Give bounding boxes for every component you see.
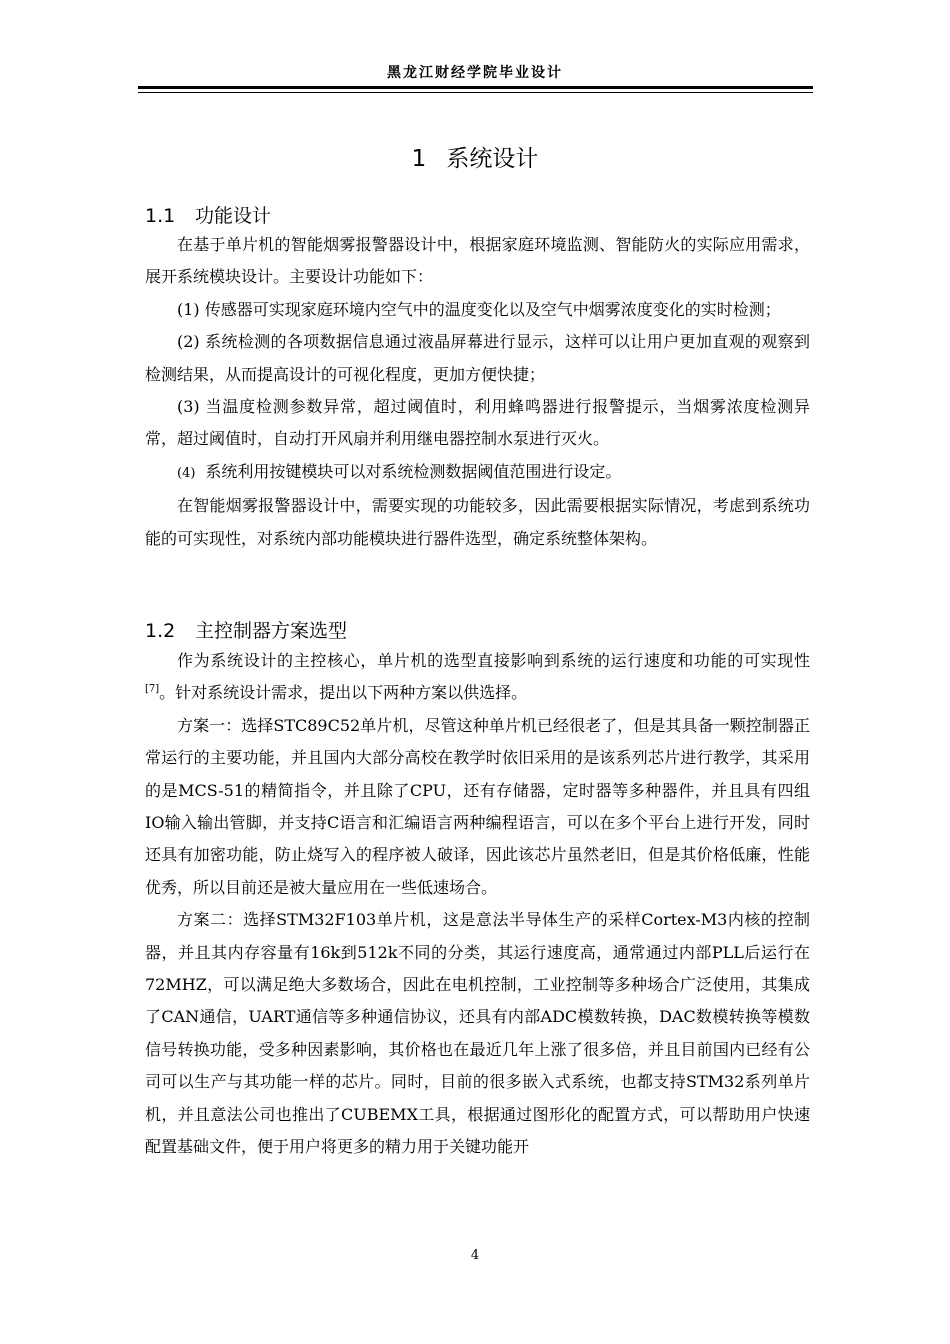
section-1-1-body [145, 229, 810, 555]
running-header: 黑龙江财经学院毕业设计 [387, 65, 563, 81]
section-title: 功能设计 [195, 205, 272, 227]
list-item-4 [145, 456, 810, 490]
paragraph-option-2: 方案二：选择STM32F103单片机，这是意法半导体生产的采样Cortex-M3内核的控制器，并且其内存容量有16k到512k不同的分类，其运行速度高，通常通过内部PLL后运行在72MHZ，可以满足绝大多数场合，因此在电机控制，工业控制等多种场合广泛使用，其集成了CAN通信，UART通信等多种通信协议，还具有内部ADC模数转换，DAC数模转换等模数信号转换功能，受多种因素影响，其价格也在最近几年上涨了很多倍，并且目前国内已经有公司可以生产与其功能一样的芯片。同时，目前的很多嵌入式系统，也都支持STM32系列单片机，并且意法公司也推出了CUBEMX工具，根据通过图形化的配置方式，可以帮助用户快速配置基础文件，便于用户将更多的精力用于关键功能开 [145, 910, 810, 1157]
list-item-1: (1) 传感器可实现家庭环境内空气中的温度变化以及空气中烟雾浓度变化的实时检测； [177, 299, 781, 319]
intro-text-tail: 。针对系统设计需求，提出以下两种方案以供选择。 [159, 683, 528, 703]
paragraph-option-1: 方案一：选择STC89C52单片机，尽管这种单片机已经很老了，但是其具备一颗控制器正常运行的主要功能，并且国内大部分高校在教学时依旧采用的是该系列芯片进行教学，其采用的是MCS-51的精简指令，并且除了CPU，还有存储器，定时器等多种器件，并且具有四组IO输入输出管脚，并支持C语言和汇编语言两种编程语言，可以在多个平台上进行开发，同时还具有加密功能，防止烧写入的程序被人破译，因此该芯片虽然老旧，但是其价格低廉，性能优秀，所以目前还是被大量应用在一些低速场合。 [145, 715, 810, 897]
chapter-title-text: 系统设计 [446, 146, 539, 172]
section-heading-1-1 [145, 201, 271, 228]
header-rule-thick [138, 86, 813, 89]
section-heading-1-2 [145, 616, 347, 643]
intro-text: 作为系统设计的主控核心，单片机的选型直接影响到系统的运行速度和功能的可实现性 [177, 651, 810, 670]
list-item-3: (3) 当温度检测参数异常，超过阈值时，利用蜂鸣器进行报警提示，当烟雾浓度检测异常，超过阈值时，自动打开风扇并利用继电器控制水泵进行灭火。 [145, 397, 810, 449]
list-item-text: 系统利用按键模块可以对系统检测数据阈值范围进行设定。 [205, 461, 622, 481]
chapter-number: 1 [411, 146, 427, 172]
citation-ref: [7] [145, 684, 160, 696]
section-1-2-body [145, 645, 810, 1164]
section-number: 1.2 [145, 620, 176, 642]
list-marker: (4) [177, 465, 196, 481]
section-title: 主控制器方案选型 [195, 620, 348, 642]
section-number: 1.1 [145, 205, 176, 227]
page-number: 4 [470, 1248, 480, 1263]
list-item-2: (2) 系统检测的各项数据信息通过液晶屏幕进行显示，这样可以让用户更加直观的观察到检测结果，从而提高设计的可视化程度，更加方便快捷； [145, 332, 810, 384]
paragraph: 在智能烟雾报警器设计中，需要实现的功能较多，因此需要根据实际情况，考虑到系统功能的可实现性，对系统内部功能模块进行器件选型，确定系统整体架构。 [145, 496, 810, 548]
chapter-title [0, 140, 950, 173]
header-rule-thin [138, 92, 813, 93]
paragraph: 在基于单片机的智能烟雾报警器设计中，根据家庭环境监测、智能防火的实际应用需求，展开系统模块设计。主要设计功能如下： [145, 235, 810, 287]
paragraph-intro [145, 645, 810, 710]
